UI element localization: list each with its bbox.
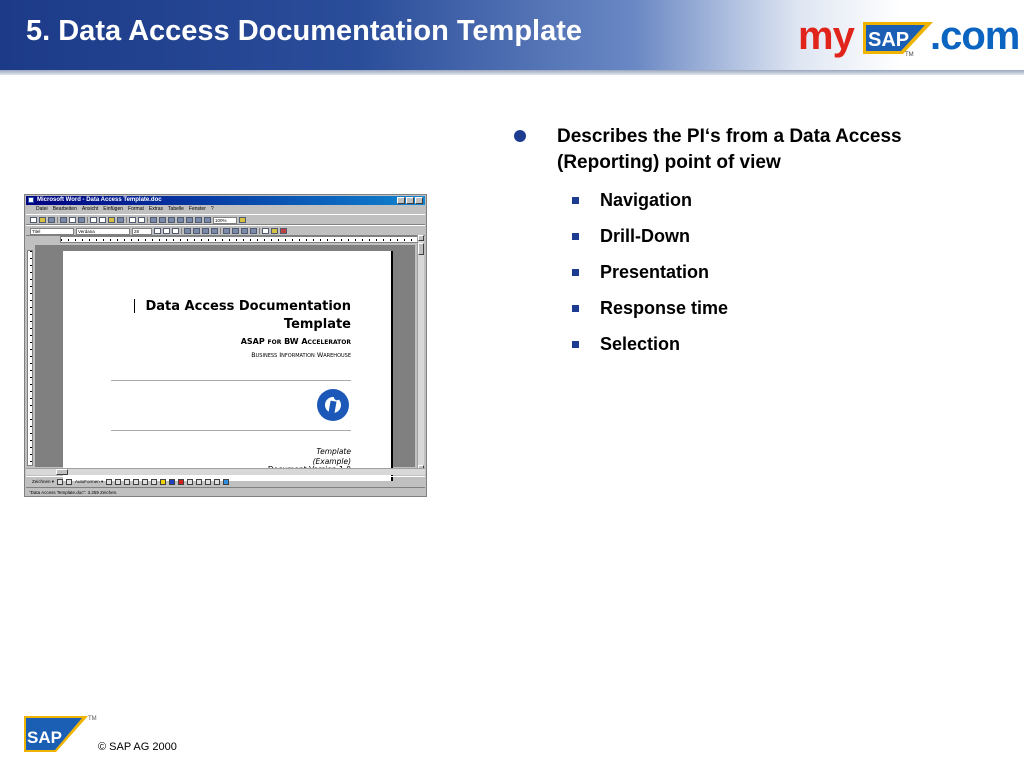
- scroll-thumb: [418, 243, 424, 255]
- select-arrow-icon: [57, 479, 63, 485]
- accelerator-logo-icon: [315, 388, 351, 422]
- align-right-icon: [202, 228, 209, 234]
- horizontal-scrollbar: [26, 468, 425, 475]
- columns-icon: [177, 217, 184, 223]
- table-icon: [159, 217, 166, 223]
- window-controls: [397, 197, 423, 204]
- scroll-up-icon: [418, 235, 424, 241]
- close-icon: [415, 197, 423, 204]
- italic-icon: [163, 228, 170, 234]
- menu-item: Extras: [148, 206, 164, 212]
- highlight-icon: [271, 228, 278, 234]
- preview-icon: [69, 217, 76, 223]
- copyright-text: © SAP AG 2000: [98, 741, 177, 753]
- font-color-icon: [280, 228, 287, 234]
- template-text: Template: [316, 447, 351, 456]
- help-icon: [239, 217, 246, 223]
- doc-divider: [111, 380, 351, 381]
- shadow-icon: [214, 479, 220, 485]
- outdent-icon: [241, 228, 248, 234]
- square-bullet-icon: [572, 233, 579, 240]
- doc-template-label: [313, 447, 351, 467]
- menu-item: Fenster: [188, 206, 206, 212]
- map-icon: [195, 217, 202, 223]
- menu-item: Tabelle: [168, 206, 184, 212]
- arrow-icon: [115, 479, 121, 485]
- word-title-text: Microsoft Word - Data Access Template.doc: [37, 197, 162, 203]
- menu-item: Bearbeiten: [52, 206, 77, 212]
- word-format-toolbar: [26, 225, 425, 236]
- border-icon: [262, 228, 269, 234]
- style-combo: Titel: [30, 228, 74, 235]
- document-page: [63, 251, 393, 481]
- save-icon: [48, 217, 55, 223]
- doc-divider: [111, 430, 351, 431]
- word-window-screenshot: [24, 194, 427, 497]
- sub-bullet-item: [572, 260, 872, 296]
- vertical-scrollbar: [417, 235, 424, 471]
- sub-bullet-text: Response time: [600, 298, 729, 318]
- bold-icon: [154, 228, 161, 234]
- spell-icon: [78, 217, 85, 223]
- scroll-thumb: [56, 469, 68, 475]
- cut-icon: [90, 217, 97, 223]
- menu-item: Format: [128, 206, 144, 212]
- doc-subheading: ASAP for BW Accelerator: [240, 337, 351, 346]
- copy-icon: [99, 217, 106, 223]
- excel-icon: [168, 217, 175, 223]
- word-menu-bar: [26, 205, 425, 214]
- align-center-icon: [193, 228, 200, 234]
- draw-menu: Zeichnen ▾: [32, 479, 55, 484]
- drawing-icon: [186, 217, 193, 223]
- square-bullet-icon: [572, 269, 579, 276]
- print-icon: [60, 217, 67, 223]
- menu-item: Ansicht: [81, 206, 99, 212]
- hyperlink-icon: [150, 217, 157, 223]
- zoom-combo: 100%: [213, 217, 237, 224]
- square-bullet-icon: [572, 341, 579, 348]
- square-bullet-icon: [572, 197, 579, 204]
- align-left-icon: [184, 228, 191, 234]
- footer-tm: TM: [88, 716, 97, 722]
- square-bullet-icon: [572, 305, 579, 312]
- mysap-logo: [798, 14, 1020, 62]
- horizontal-ruler: [60, 236, 420, 243]
- word-status-bar: "Data Access Template.doc": 3.259 Zeichen.: [26, 487, 425, 496]
- doc-subsubheading: Business Information Warehouse: [251, 351, 351, 359]
- main-bullet-text: Describes the PI‘s from a Data Access (Reporting) point of view: [557, 126, 902, 173]
- brand-tm: TM: [905, 52, 914, 58]
- dash-style-icon: [196, 479, 202, 485]
- pilcrow-icon: [204, 217, 211, 223]
- font-combo: Verdana: [76, 228, 130, 235]
- size-combo: 28: [132, 228, 152, 235]
- open-icon: [39, 217, 46, 223]
- sap-footer-logo: [24, 716, 88, 752]
- numbering-icon: [223, 228, 230, 234]
- bullets-icon: [232, 228, 239, 234]
- menu-item: Einfügen: [103, 206, 124, 212]
- paste-icon: [108, 217, 115, 223]
- fill-color-icon: [160, 479, 166, 485]
- sub-bullet-text: Navigation: [600, 190, 693, 210]
- slide-title: 5. Data Access Documentation Template: [26, 15, 582, 47]
- rectangle-icon: [124, 479, 130, 485]
- sub-bullet-item: [572, 188, 872, 224]
- document-canvas: [35, 245, 415, 467]
- font-color-icon: [178, 479, 184, 485]
- autoshapes-menu: AutoFormen ▾: [75, 479, 104, 484]
- sub-bullet-list: [572, 188, 872, 368]
- drawing-toolbar: [26, 476, 425, 486]
- format-painter-icon: [117, 217, 124, 223]
- sub-bullet-item: [572, 224, 872, 260]
- doc-heading: Data Access Documentation Template: [145, 299, 351, 332]
- brand-sap-box: [863, 22, 933, 54]
- menu-item: Datei: [36, 206, 48, 212]
- undo-icon: [129, 217, 136, 223]
- textbox-icon: [142, 479, 148, 485]
- sub-bullet-item: [572, 332, 872, 368]
- maximize-icon: [406, 197, 414, 204]
- redo-icon: [138, 217, 145, 223]
- new-doc-icon: [30, 217, 37, 223]
- sub-bullet-text: Presentation: [600, 262, 710, 282]
- line-color-icon: [169, 479, 175, 485]
- wordart-icon: [151, 479, 157, 485]
- header-shadow: [0, 70, 1024, 75]
- menu-item: ?: [210, 206, 214, 212]
- vertical-ruler: [27, 250, 33, 466]
- minimize-icon: [397, 197, 405, 204]
- oval-icon: [133, 479, 139, 485]
- footer-sap-text: SAP: [27, 728, 62, 747]
- rotate-icon: [66, 479, 72, 485]
- justify-icon: [211, 228, 218, 234]
- 3d-icon: [223, 479, 229, 485]
- arrow-style-icon: [205, 479, 211, 485]
- sub-bullet-text: Drill-Down: [600, 226, 690, 246]
- line-icon: [106, 479, 112, 485]
- line-style-icon: [187, 479, 193, 485]
- bullet-dot-icon: [514, 130, 526, 142]
- sub-bullet-text: Selection: [600, 334, 681, 354]
- brand-com: .com: [930, 14, 1020, 58]
- word-title-bar: [26, 196, 425, 205]
- indent-icon: [250, 228, 257, 234]
- word-standard-toolbar: [26, 214, 425, 225]
- example-text: (Example): [312, 457, 351, 466]
- brand-sap-text: SAP: [868, 29, 910, 51]
- sub-bullet-item: [572, 296, 872, 332]
- word-app-icon: [28, 197, 34, 203]
- underline-icon: [172, 228, 179, 234]
- brand-my: my: [798, 14, 854, 58]
